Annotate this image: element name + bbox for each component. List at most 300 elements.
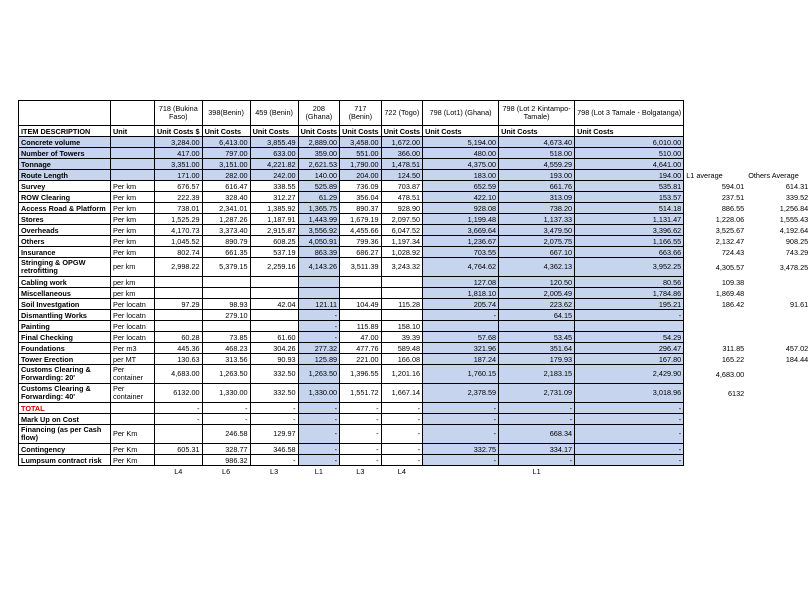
value-cell: 42.04: [250, 299, 298, 310]
value-cell: 1,263.50: [298, 365, 340, 384]
value-cell: 608.25: [250, 236, 298, 247]
value-cell: 346.58: [250, 444, 298, 455]
value-cell: -: [298, 414, 340, 425]
table-row: [19, 170, 684, 181]
column-title: 718 (Bukina Faso): [155, 101, 203, 126]
value-cell: 480.00: [423, 148, 499, 159]
value-cell: 4,641.00: [575, 159, 684, 170]
column-title: 798 (Lot 2 Kintampo-Tamale): [499, 101, 575, 126]
value-cell: 2,621.53: [298, 159, 340, 170]
value-cell: 73.85: [202, 332, 250, 343]
value-cell: 3,351.00: [155, 159, 203, 170]
item-cell: Tower Erection: [19, 354, 111, 365]
value-cell: 4,170.73: [155, 225, 203, 236]
value-cell: 2,259.16: [250, 258, 298, 277]
unit-cell: Per container: [111, 384, 155, 403]
value-cell: [155, 321, 203, 332]
value-cell: 153.57: [575, 192, 684, 203]
value-cell: 417.00: [155, 148, 203, 159]
value-cell: 2,005.49: [499, 288, 575, 299]
value-cell: 242.00: [250, 170, 298, 181]
table-row: [19, 365, 684, 384]
value-cell: -: [298, 444, 340, 455]
table-row: [19, 332, 684, 343]
unit-cost-header: Unit Costs $: [155, 126, 203, 137]
value-cell: 863.39: [298, 247, 340, 258]
value-cell: 703.55: [423, 247, 499, 258]
unit-cost-header: Unit Costs: [499, 126, 575, 137]
value-cell: 1,028.92: [381, 247, 423, 258]
value-cell: -: [298, 310, 340, 321]
value-cell: 3,556.92: [298, 225, 340, 236]
table-row: [19, 444, 684, 455]
blank-cell: [19, 466, 111, 477]
value-cell: -: [423, 455, 499, 466]
value-cell: 6,047.52: [381, 225, 423, 236]
value-cell: -: [298, 455, 340, 466]
item-cell: Cabling work: [19, 277, 111, 288]
value-cell: 127.08: [423, 277, 499, 288]
value-cell: [155, 277, 203, 288]
value-cell: 332.75: [423, 444, 499, 455]
l1-average-value: 2,132.47: [715, 236, 745, 246]
rank-label: L1: [532, 466, 541, 476]
value-cell: 518.00: [499, 148, 575, 159]
item-cell: Foundations: [19, 343, 111, 354]
column-title: 722 (Togo): [381, 101, 423, 126]
value-cell: 195.21: [575, 299, 684, 310]
value-cell: 1,818.10: [423, 288, 499, 299]
value-cell: 3,458.00: [340, 137, 382, 148]
table-row: [19, 384, 684, 403]
l1-average-value: 594.01: [721, 181, 745, 191]
value-cell: [340, 277, 382, 288]
value-cell: 104.49: [340, 299, 382, 310]
table-row: [19, 236, 684, 247]
value-cell: -: [381, 425, 423, 444]
value-cell: -: [575, 310, 684, 321]
value-cell: 445.36: [155, 343, 203, 354]
table-row: [19, 225, 684, 236]
value-cell: 3,511.39: [340, 258, 382, 277]
value-cell: [155, 425, 203, 444]
value-cell: 2,183.15: [499, 365, 575, 384]
value-cell: [381, 277, 423, 288]
column-title: 459 (Benin): [250, 101, 298, 126]
value-cell: 98.93: [202, 299, 250, 310]
rank-label: L3: [356, 466, 365, 476]
value-cell: -: [499, 403, 575, 414]
item-cell: Dismantling Works: [19, 310, 111, 321]
l1-average-value: 886.55: [721, 203, 745, 213]
value-cell: 1,330.00: [202, 384, 250, 403]
value-cell: 525.89: [298, 181, 340, 192]
value-cell: [250, 288, 298, 299]
value-cell: [202, 288, 250, 299]
value-cell: [155, 455, 203, 466]
value-cell: 1,045.52: [155, 236, 203, 247]
value-cell: 193.00: [499, 170, 575, 181]
value-cell: 313.56: [202, 354, 250, 365]
value-cell: 2,341.01: [202, 203, 250, 214]
value-cell: 125.89: [298, 354, 340, 365]
l1-average-value: 6132: [727, 388, 745, 398]
value-cell: 802.74: [155, 247, 203, 258]
value-cell: 986.32: [202, 455, 250, 466]
value-cell: 194.00: [575, 170, 684, 181]
value-cell: 140.00: [298, 170, 340, 181]
unit-cell: [111, 159, 155, 170]
value-cell: 2,915.87: [250, 225, 298, 236]
value-cell: -: [423, 414, 499, 425]
value-cell: 738.01: [155, 203, 203, 214]
value-cell: 738.20: [499, 203, 575, 214]
value-cell: 1,365.75: [298, 203, 340, 214]
value-cell: 667.10: [499, 247, 575, 258]
others-average-value: 908.25: [785, 236, 808, 246]
value-cell: 633.00: [250, 148, 298, 159]
value-cell: 1,385.92: [250, 203, 298, 214]
subheader-row: [19, 126, 684, 137]
unit-cost-header: Unit Costs: [298, 126, 340, 137]
value-cell: 6,413.00: [202, 137, 250, 148]
unit-header: Unit: [111, 126, 155, 137]
value-cell: 510.00: [575, 148, 684, 159]
value-cell: -: [575, 414, 684, 425]
value-cell: 6132.00: [155, 384, 203, 403]
others-average-value: 339.52: [785, 192, 808, 202]
l1-average-header: L1 average: [686, 170, 723, 180]
value-cell: -: [155, 403, 203, 414]
item-cell: ROW Clearing: [19, 192, 111, 203]
value-cell: -: [340, 414, 382, 425]
value-cell: 328.77: [202, 444, 250, 455]
value-cell: -: [499, 455, 575, 466]
value-cell: 115.28: [381, 299, 423, 310]
value-cell: 356.04: [340, 192, 382, 203]
value-cell: 4,683.00: [155, 365, 203, 384]
item-cell: Overheads: [19, 225, 111, 236]
value-cell: 338.55: [250, 181, 298, 192]
table-row: [19, 321, 684, 332]
value-cell: 4,143.26: [298, 258, 340, 277]
table-row: [19, 343, 684, 354]
value-cell: [381, 310, 423, 321]
l1-average-value: 109.38: [721, 277, 745, 287]
value-cell: 304.26: [250, 343, 298, 354]
unit-cost-header: Unit Costs: [202, 126, 250, 137]
value-cell: -: [423, 425, 499, 444]
value-cell: 332.50: [250, 384, 298, 403]
table-row: [19, 455, 684, 466]
value-cell: 296.47: [575, 343, 684, 354]
value-cell: 121.11: [298, 299, 340, 310]
value-cell: 1,760.15: [423, 365, 499, 384]
value-cell: [202, 321, 250, 332]
value-cell: 282.00: [202, 170, 250, 181]
value-cell: 4,362.13: [499, 258, 575, 277]
value-cell: 3,284.00: [155, 137, 203, 148]
table-row: [19, 425, 684, 444]
l1-average-value: 4,683.00: [715, 369, 745, 379]
value-cell: 605.31: [155, 444, 203, 455]
others-average-header: Others Average: [748, 170, 799, 180]
unit-cell: [111, 403, 155, 414]
value-cell: 2,075.75: [499, 236, 575, 247]
value-cell: 158.10: [381, 321, 423, 332]
unit-cost-header: Unit Costs: [575, 126, 684, 137]
value-cell: 1,672.00: [381, 137, 423, 148]
value-cell: -: [340, 455, 382, 466]
value-cell: 179.93: [499, 354, 575, 365]
value-cell: 313.09: [499, 192, 575, 203]
l1-average-value: 1,228.06: [715, 214, 745, 224]
unit-cell: Per locatn: [111, 321, 155, 332]
value-cell: 1,525.29: [155, 214, 203, 225]
value-cell: [250, 321, 298, 332]
value-cell: 668.34: [499, 425, 575, 444]
value-cell: [298, 288, 340, 299]
others-average-value: 1,256.84: [779, 203, 808, 213]
corner-cell: [19, 101, 111, 126]
value-cell: -: [423, 310, 499, 321]
value-cell: [423, 321, 499, 332]
unit-cell: Per km: [111, 236, 155, 247]
value-cell: 130.63: [155, 354, 203, 365]
value-cell: 890.79: [202, 236, 250, 247]
table-row: [19, 203, 684, 214]
value-cell: -: [250, 455, 298, 466]
unit-cell: Per Km: [111, 444, 155, 455]
item-cell: Others: [19, 236, 111, 247]
value-cell: 1,263.50: [202, 365, 250, 384]
value-cell: -: [298, 332, 340, 343]
value-cell: 1,551.72: [340, 384, 382, 403]
others-average-value: 743.29: [785, 247, 808, 257]
value-cell: 4,673.40: [499, 137, 575, 148]
value-cell: 1,166.55: [575, 236, 684, 247]
l1-average-value: 311.85: [722, 343, 745, 353]
value-cell: 5,379.15: [202, 258, 250, 277]
unit-cell: Per locatn: [111, 332, 155, 343]
value-cell: 6,010.00: [575, 137, 684, 148]
value-cell: 187.24: [423, 354, 499, 365]
value-cell: 3,018.96: [575, 384, 684, 403]
value-cell: 1,187.91: [250, 214, 298, 225]
value-cell: 359.00: [298, 148, 340, 159]
others-average-value: 457.02: [785, 343, 808, 353]
value-cell: 2,731.09: [499, 384, 575, 403]
value-cell: [155, 288, 203, 299]
value-cell: 1,667.14: [381, 384, 423, 403]
table-row: [19, 258, 684, 277]
value-cell: 3,396.62: [575, 225, 684, 236]
value-cell: 661.35: [202, 247, 250, 258]
value-cell: [340, 310, 382, 321]
value-cell: 64.15: [499, 310, 575, 321]
rank-label: L4: [397, 466, 406, 476]
unit-cell: Per km: [111, 247, 155, 258]
value-cell: 928.90: [381, 203, 423, 214]
table-row: [19, 310, 684, 321]
value-cell: 468.23: [202, 343, 250, 354]
item-cell: TOTAL: [19, 403, 111, 414]
value-cell: 120.50: [499, 277, 575, 288]
value-cell: 676.57: [155, 181, 203, 192]
item-cell: Contingency: [19, 444, 111, 455]
value-cell: 663.66: [575, 247, 684, 258]
value-cell: 1,137.33: [499, 214, 575, 225]
value-cell: 4,764.62: [423, 258, 499, 277]
value-cell: 422.10: [423, 192, 499, 203]
l1-average-value: 4,305.57: [715, 262, 745, 272]
cost-comparison-table: [18, 100, 684, 476]
unit-cell: Per container: [111, 365, 155, 384]
column-title: 798 (Lot1) (Ghana): [423, 101, 499, 126]
value-cell: 39.39: [381, 332, 423, 343]
item-cell: Insurance: [19, 247, 111, 258]
rank-label: L6: [222, 466, 231, 476]
item-cell: Financing (as per Cash flow): [19, 425, 111, 444]
value-cell: 661.76: [499, 181, 575, 192]
item-cell: Route Length: [19, 170, 111, 181]
column-title-row: [19, 101, 684, 126]
value-cell: -: [250, 414, 298, 425]
rank-label: [423, 466, 499, 477]
item-cell: Mark Up on Cost: [19, 414, 111, 425]
item-cell: Concrete volume: [19, 137, 111, 148]
value-cell: 166.08: [381, 354, 423, 365]
value-cell: 205.74: [423, 299, 499, 310]
item-cell: Survey: [19, 181, 111, 192]
value-cell: 4,455.66: [340, 225, 382, 236]
item-cell: Customs Clearing & Forwarding: 20': [19, 365, 111, 384]
value-cell: 246.58: [202, 425, 250, 444]
value-cell: 4,559.29: [499, 159, 575, 170]
value-cell: 1,201.16: [381, 365, 423, 384]
value-cell: -: [381, 414, 423, 425]
table-row: [19, 159, 684, 170]
item-cell: Painting: [19, 321, 111, 332]
value-cell: 115.89: [340, 321, 382, 332]
table-row: [19, 214, 684, 225]
value-cell: 551.00: [340, 148, 382, 159]
item-cell: Stores: [19, 214, 111, 225]
item-cell: Number of Towers: [19, 148, 111, 159]
value-cell: 1,197.34: [381, 236, 423, 247]
value-cell: 222.39: [155, 192, 203, 203]
item-cell: Miscellaneous: [19, 288, 111, 299]
column-title: 398(Benin): [202, 101, 250, 126]
value-cell: -: [423, 403, 499, 414]
value-cell: 799.36: [340, 236, 382, 247]
value-cell: -: [298, 403, 340, 414]
l1-average-value: 1,869.48: [715, 288, 745, 298]
value-cell: 652.59: [423, 181, 499, 192]
unit-cell: per MT: [111, 354, 155, 365]
unit-cell: [111, 414, 155, 425]
rank-label: L4: [174, 466, 183, 476]
value-cell: -: [298, 321, 340, 332]
column-title: 717 (Benin): [340, 101, 382, 126]
others-average-value: 3,478.25: [779, 262, 808, 272]
column-title: 208 (Ghana): [298, 101, 340, 126]
table-row: [19, 354, 684, 365]
value-cell: 204.00: [340, 170, 382, 181]
unit-cell: per km: [111, 288, 155, 299]
unit-cost-header: Unit Costs: [423, 126, 499, 137]
unit-cell: Per km: [111, 192, 155, 203]
value-cell: -: [381, 403, 423, 414]
unit-cell: Per km: [111, 181, 155, 192]
value-cell: 537.19: [250, 247, 298, 258]
value-cell: 478.51: [381, 192, 423, 203]
value-cell: 3,151.00: [202, 159, 250, 170]
value-cell: 167.80: [575, 354, 684, 365]
unit-cell: [111, 148, 155, 159]
value-cell: 703.87: [381, 181, 423, 192]
value-cell: 3,855.49: [250, 137, 298, 148]
value-cell: 334.17: [499, 444, 575, 455]
value-cell: 616.47: [202, 181, 250, 192]
value-cell: 2,097.50: [381, 214, 423, 225]
value-cell: 328.40: [202, 192, 250, 203]
value-cell: 5,194.00: [423, 137, 499, 148]
value-cell: 4,050.91: [298, 236, 340, 247]
others-average-value: 614.31: [785, 181, 808, 191]
value-cell: 1,478.51: [381, 159, 423, 170]
value-cell: -: [298, 425, 340, 444]
value-cell: [202, 277, 250, 288]
unit-cost-header: Unit Costs: [340, 126, 382, 137]
l1-average-value: 724.43: [721, 247, 745, 257]
item-cell: Lumpsum contract risk: [19, 455, 111, 466]
value-cell: 3,373.40: [202, 225, 250, 236]
value-cell: [381, 288, 423, 299]
value-cell: 736.09: [340, 181, 382, 192]
blank-cell: [111, 466, 155, 477]
value-cell: -: [340, 403, 382, 414]
unit-cell: Per Km: [111, 425, 155, 444]
value-cell: 57.68: [423, 332, 499, 343]
value-cell: 129.97: [250, 425, 298, 444]
value-cell: 332.50: [250, 365, 298, 384]
value-cell: 1,784.86: [575, 288, 684, 299]
value-cell: -: [575, 444, 684, 455]
l1-average-value: 3,525.67: [715, 225, 745, 235]
table-row: [19, 137, 684, 148]
value-cell: [575, 321, 684, 332]
value-cell: 1,679.19: [340, 214, 382, 225]
unit-cell: [111, 170, 155, 181]
value-cell: -: [340, 444, 382, 455]
value-cell: 171.00: [155, 170, 203, 181]
value-cell: 1,330.00: [298, 384, 340, 403]
value-cell: 3,243.32: [381, 258, 423, 277]
column-title: 798 (Lot 3 Tamale - Bolgatanga): [575, 101, 684, 126]
value-cell: -: [575, 455, 684, 466]
item-cell: Soil Investgation: [19, 299, 111, 310]
value-cell: 2,429.90: [575, 365, 684, 384]
value-cell: -: [381, 455, 423, 466]
value-cell: 1,131.47: [575, 214, 684, 225]
rank-label: L3: [270, 466, 279, 476]
value-cell: 477.76: [340, 343, 382, 354]
others-average-value: 184.44: [785, 354, 808, 364]
value-cell: 4,221.82: [250, 159, 298, 170]
value-cell: 797.00: [202, 148, 250, 159]
item-cell: Access Road & Platform: [19, 203, 111, 214]
